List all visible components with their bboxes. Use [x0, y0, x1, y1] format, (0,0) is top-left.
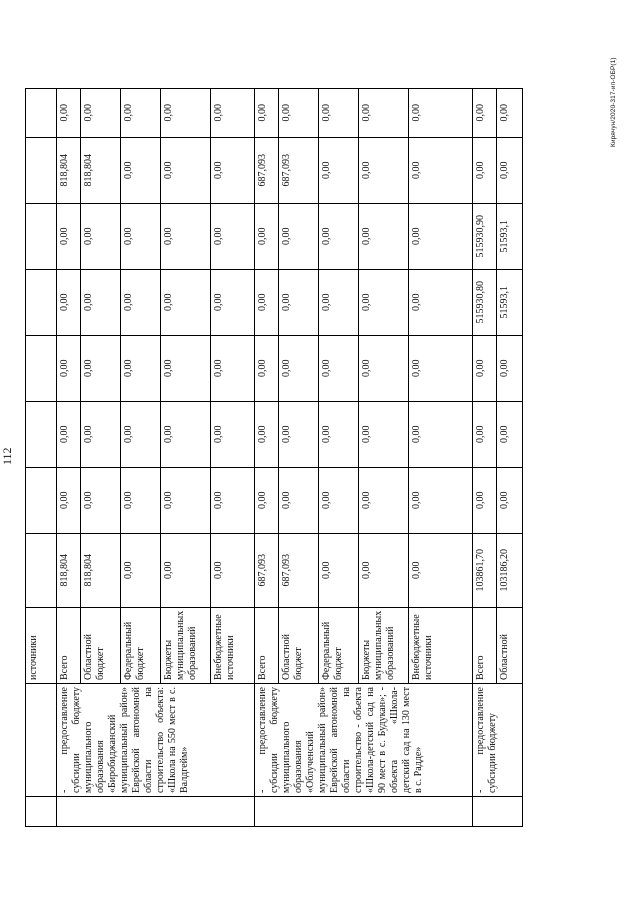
value-cell: 0,00	[81, 203, 121, 269]
value-cell	[26, 137, 57, 203]
value-cell: 0,00	[497, 137, 523, 203]
source-cell: Внебюджетные источники	[211, 607, 255, 683]
value-cell: 0,00	[319, 269, 359, 335]
value-cell: 0,00	[409, 203, 473, 269]
source-cell: источники	[26, 607, 57, 683]
value-cell: 0,00	[409, 401, 473, 467]
row-number-cell	[473, 797, 523, 827]
value-cell: 0,00	[161, 269, 211, 335]
value-cell: 0,00	[279, 467, 319, 533]
source-cell: Федеральный бюджет	[121, 607, 161, 683]
value-cell: 0,00	[319, 88, 359, 137]
value-cell: 0,00	[255, 203, 279, 269]
value-cell: 0,00	[279, 335, 319, 401]
value-cell: 0,00	[409, 137, 473, 203]
document-code: Кирячун/2020-317-ип-ОБР(1)	[610, 57, 617, 147]
value-cell	[26, 203, 57, 269]
value-cell: 0,00	[409, 533, 473, 607]
value-cell: 0,00	[409, 335, 473, 401]
value-cell: 0,00	[161, 533, 211, 607]
row-number-cell	[57, 797, 255, 827]
description-cell: - предоставление субсидии бюджету муниципального образования «Облученский муниципальный район» Еврейской автономной области на строительство - объекта «Школа-детский сад на 90 мест в с. Будукан»; - объекта «Школа-детский сад на 130 мест в с. Радде»	[255, 684, 473, 797]
description-cell	[26, 684, 57, 797]
value-cell: 515930,80	[473, 269, 497, 335]
value-cell: 0,00	[255, 401, 279, 467]
value-cell: 0,00	[211, 269, 255, 335]
source-cell: Бюджеты муниципальных образований	[161, 607, 211, 683]
value-cell	[26, 335, 57, 401]
value-cell: 103861,70	[473, 533, 497, 607]
source-cell: Всего	[473, 607, 497, 683]
value-cell: 0,00	[473, 401, 497, 467]
source-cell: Внебюджетные источники	[409, 607, 473, 683]
value-cell: 0,00	[359, 467, 409, 533]
value-cell: 0,00	[279, 203, 319, 269]
value-cell: 0,00	[319, 467, 359, 533]
value-cell: 0,00	[161, 88, 211, 137]
value-cell: 0,00	[497, 335, 523, 401]
description-cell: - предоставление субсидии бюджету муниципального образования «Биробиджанский муниципальный район» Еврейской автономной области на строительство объекта: «Школа на 550 мест в с. Валдгейм»	[57, 684, 255, 797]
value-cell: 0,00	[161, 401, 211, 467]
page-number: 112	[0, 447, 14, 465]
value-cell: 0,00	[161, 335, 211, 401]
value-cell: 0,00	[121, 269, 161, 335]
source-cell: Всего	[255, 607, 279, 683]
value-cell: 0,00	[279, 88, 319, 137]
value-cell: 818,804	[81, 533, 121, 607]
value-cell: 0,00	[255, 467, 279, 533]
value-cell: 687,093	[279, 533, 319, 607]
value-cell: 818,804	[81, 137, 121, 203]
value-cell: 0,00	[319, 203, 359, 269]
value-cell: 51593,1	[497, 203, 523, 269]
value-cell: 0,00	[121, 401, 161, 467]
value-cell: 0,00	[359, 203, 409, 269]
value-cell: 0,00	[211, 137, 255, 203]
table-row	[26, 88, 57, 826]
table-row	[57, 88, 81, 826]
value-cell: 0,00	[211, 467, 255, 533]
value-cell: 0,00	[211, 88, 255, 137]
value-cell: 515930,90	[473, 203, 497, 269]
value-cell: 818,804	[57, 137, 81, 203]
value-cell: 0,00	[121, 203, 161, 269]
value-cell: 0,00	[57, 467, 81, 533]
value-cell: 0,00	[359, 269, 409, 335]
value-cell: 0,00	[473, 467, 497, 533]
value-cell: 0,00	[81, 401, 121, 467]
value-cell: 0,00	[57, 269, 81, 335]
source-cell: Всего	[57, 607, 81, 683]
value-cell: 0,00	[473, 88, 497, 137]
row-number-cell	[255, 797, 473, 827]
value-cell: 0,00	[359, 137, 409, 203]
value-cell: 0,00	[255, 88, 279, 137]
value-cell: 0,00	[319, 137, 359, 203]
value-cell: 0,00	[81, 88, 121, 137]
value-cell: 0,00	[319, 401, 359, 467]
value-cell: 0,00	[497, 88, 523, 137]
value-cell: 0,00	[121, 533, 161, 607]
value-cell: 0,00	[255, 335, 279, 401]
value-cell: 0,00	[359, 335, 409, 401]
value-cell: 0,00	[359, 88, 409, 137]
value-cell: 687,093	[255, 533, 279, 607]
table-row	[473, 88, 497, 826]
value-cell: 0,00	[81, 467, 121, 533]
source-cell: Областной бюджет	[279, 607, 319, 683]
value-cell	[26, 533, 57, 607]
value-cell: 0,00	[161, 137, 211, 203]
value-cell: 0,00	[409, 88, 473, 137]
value-cell: 0,00	[121, 88, 161, 137]
value-cell: 0,00	[279, 269, 319, 335]
value-cell: 0,00	[359, 533, 409, 607]
value-cell	[26, 88, 57, 137]
description-cell: - предоставление субсидии бюджету	[473, 684, 523, 797]
value-cell: 0,00	[319, 335, 359, 401]
source-cell: Федеральный бюджет	[319, 607, 359, 683]
value-cell: 0,00	[81, 269, 121, 335]
value-cell: 0,00	[409, 467, 473, 533]
table-body	[26, 88, 523, 826]
value-cell: 0,00	[473, 335, 497, 401]
budget-table	[25, 88, 523, 827]
value-cell: 818,804	[57, 533, 81, 607]
value-cell: 0,00	[81, 335, 121, 401]
value-cell: 0,00	[211, 533, 255, 607]
source-cell: Бюджеты муниципальных образований	[359, 607, 409, 683]
value-cell: 0,00	[121, 137, 161, 203]
source-cell: Областной	[497, 607, 523, 683]
value-cell: 687,093	[279, 137, 319, 203]
value-cell: 0,00	[359, 401, 409, 467]
value-cell: 0,00	[473, 137, 497, 203]
value-cell: 0,00	[497, 401, 523, 467]
value-cell: 51593,1	[497, 269, 523, 335]
row-number-cell	[26, 797, 57, 827]
value-cell: 0,00	[121, 467, 161, 533]
value-cell: 0,00	[57, 88, 81, 137]
value-cell: 0,00	[319, 533, 359, 607]
value-cell: 0,00	[57, 203, 81, 269]
source-cell: Областной бюджет	[81, 607, 121, 683]
value-cell: 0,00	[161, 467, 211, 533]
value-cell: 687,093	[255, 137, 279, 203]
value-cell: 0,00	[57, 401, 81, 467]
value-cell: 0,00	[255, 269, 279, 335]
value-cell: 0,00	[211, 335, 255, 401]
value-cell: 0,00	[161, 203, 211, 269]
value-cell: 0,00	[121, 335, 161, 401]
value-cell	[26, 467, 57, 533]
value-cell: 0,00	[409, 269, 473, 335]
value-cell	[26, 269, 57, 335]
value-cell: 0,00	[57, 335, 81, 401]
table-row	[255, 88, 279, 826]
value-cell: 0,00	[211, 203, 255, 269]
value-cell: 103186,20	[497, 533, 523, 607]
value-cell	[26, 401, 57, 467]
value-cell: 0,00	[279, 401, 319, 467]
value-cell: 0,00	[211, 401, 255, 467]
value-cell: 0,00	[497, 467, 523, 533]
